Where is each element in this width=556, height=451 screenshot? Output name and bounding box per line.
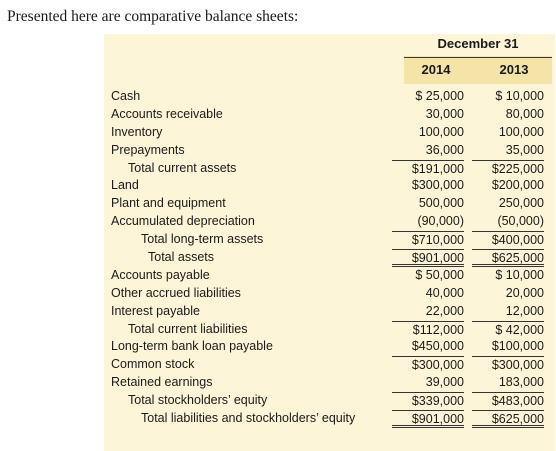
row-total-stockholders-equity xyxy=(0,392,556,410)
row-label: Total stockholders’ equity xyxy=(128,393,268,408)
value-2014: $112,000 xyxy=(392,321,464,339)
row-label: Plant and equipment xyxy=(111,196,226,211)
row-inventory xyxy=(0,124,556,142)
value-2014: 36,000 xyxy=(425,142,464,157)
row-total-current-liabilities xyxy=(0,321,556,339)
value-2013: $483,000 xyxy=(472,392,544,410)
value-2014: 100,000 xyxy=(418,124,464,139)
value-2013: $100,000 xyxy=(491,339,544,354)
value-2014: $191,000 xyxy=(392,160,464,178)
row-label: Inventory xyxy=(111,124,163,139)
value-2013: $400,000 xyxy=(472,231,544,249)
row-label: Total current liabilities xyxy=(128,321,248,336)
value-2014: (90,000) xyxy=(417,214,464,229)
row-label: Interest payable xyxy=(111,303,200,318)
value-2013: 250,000 xyxy=(498,196,544,211)
value-2014: $ 50,000 xyxy=(415,267,464,282)
row-label: Accounts receivable xyxy=(111,106,223,121)
value-2014: $300,000 xyxy=(392,356,464,374)
value-2013: 20,000 xyxy=(505,285,544,300)
value-2014: 30,000 xyxy=(425,106,464,121)
value-2013: $300,000 xyxy=(472,356,544,374)
row-plant-and-equipment xyxy=(0,195,556,213)
value-2013: 35,000 xyxy=(505,142,544,157)
row-label: Total assets xyxy=(148,250,215,265)
value-2014: $450,000 xyxy=(411,339,464,354)
value-2014: $339,000 xyxy=(392,392,464,410)
value-2014: 22,000 xyxy=(425,303,464,318)
row-land xyxy=(0,177,556,195)
value-2013: 12,000 xyxy=(505,303,544,318)
header-date: December 31 xyxy=(437,36,519,51)
row-label: Prepayments xyxy=(111,142,185,157)
row-label: Retained earnings xyxy=(111,375,213,390)
value-2013: $625,000 xyxy=(472,410,544,428)
header-year-2014: 2014 xyxy=(421,62,451,77)
row-total-liabilities-and-equity xyxy=(0,410,556,428)
row-retained-earnings xyxy=(0,374,556,392)
value-2014: $901,000 xyxy=(392,410,464,428)
balance-sheet-rows xyxy=(0,88,556,428)
header-year-2013: 2013 xyxy=(499,62,529,77)
row-label: Cash xyxy=(111,89,141,103)
row-total-long-term-assets xyxy=(0,231,556,249)
value-2014: $ 25,000 xyxy=(415,89,464,103)
row-prepayments xyxy=(0,142,556,160)
row-label: Total current assets xyxy=(128,160,237,175)
row-common-stock xyxy=(0,356,556,374)
value-2013: $625,000 xyxy=(472,249,544,267)
value-2013: $200,000 xyxy=(491,178,544,193)
row-label: Long-term bank loan payable xyxy=(111,339,273,354)
row-total-assets xyxy=(0,249,556,267)
value-2014: 39,000 xyxy=(425,375,464,390)
row-accumulated-depreciation xyxy=(0,213,556,231)
value-2014: 500,000 xyxy=(418,196,464,211)
row-total-current-assets xyxy=(0,160,556,178)
row-label: Accumulated depreciation xyxy=(111,214,255,229)
value-2014: $300,000 xyxy=(411,178,464,193)
row-accounts-payable xyxy=(0,267,556,285)
row-label: Common stock xyxy=(111,357,195,372)
row-cash xyxy=(0,88,556,106)
intro-text: Presented here are comparative balance sheets: xyxy=(7,8,299,25)
value-2013: 80,000 xyxy=(505,106,544,121)
row-accounts-receivable xyxy=(0,106,556,124)
row-other-accrued-liabilities xyxy=(0,285,556,303)
value-2014: $901,000 xyxy=(392,249,464,267)
row-long-term-bank-loan xyxy=(0,338,556,356)
value-2013: $ 42,000 xyxy=(472,321,544,339)
value-2013: $225,000 xyxy=(472,160,544,178)
value-2013: 183,000 xyxy=(498,375,544,390)
row-label: Accounts payable xyxy=(111,267,210,282)
row-label: Land xyxy=(111,178,139,193)
value-2014: 40,000 xyxy=(425,285,464,300)
value-2013: $ 10,000 xyxy=(495,89,544,103)
value-2013: (50,000) xyxy=(497,214,544,229)
value-2013: 100,000 xyxy=(498,124,544,139)
row-label: Other accrued liabilities xyxy=(111,285,241,300)
row-label: Total liabilities and stockholders’ equity xyxy=(141,411,356,426)
row-interest-payable xyxy=(0,303,556,321)
header-rule xyxy=(404,57,552,58)
row-label: Total long-term assets xyxy=(141,232,264,247)
value-2013: $ 10,000 xyxy=(495,267,544,282)
value-2014: $710,000 xyxy=(392,231,464,249)
